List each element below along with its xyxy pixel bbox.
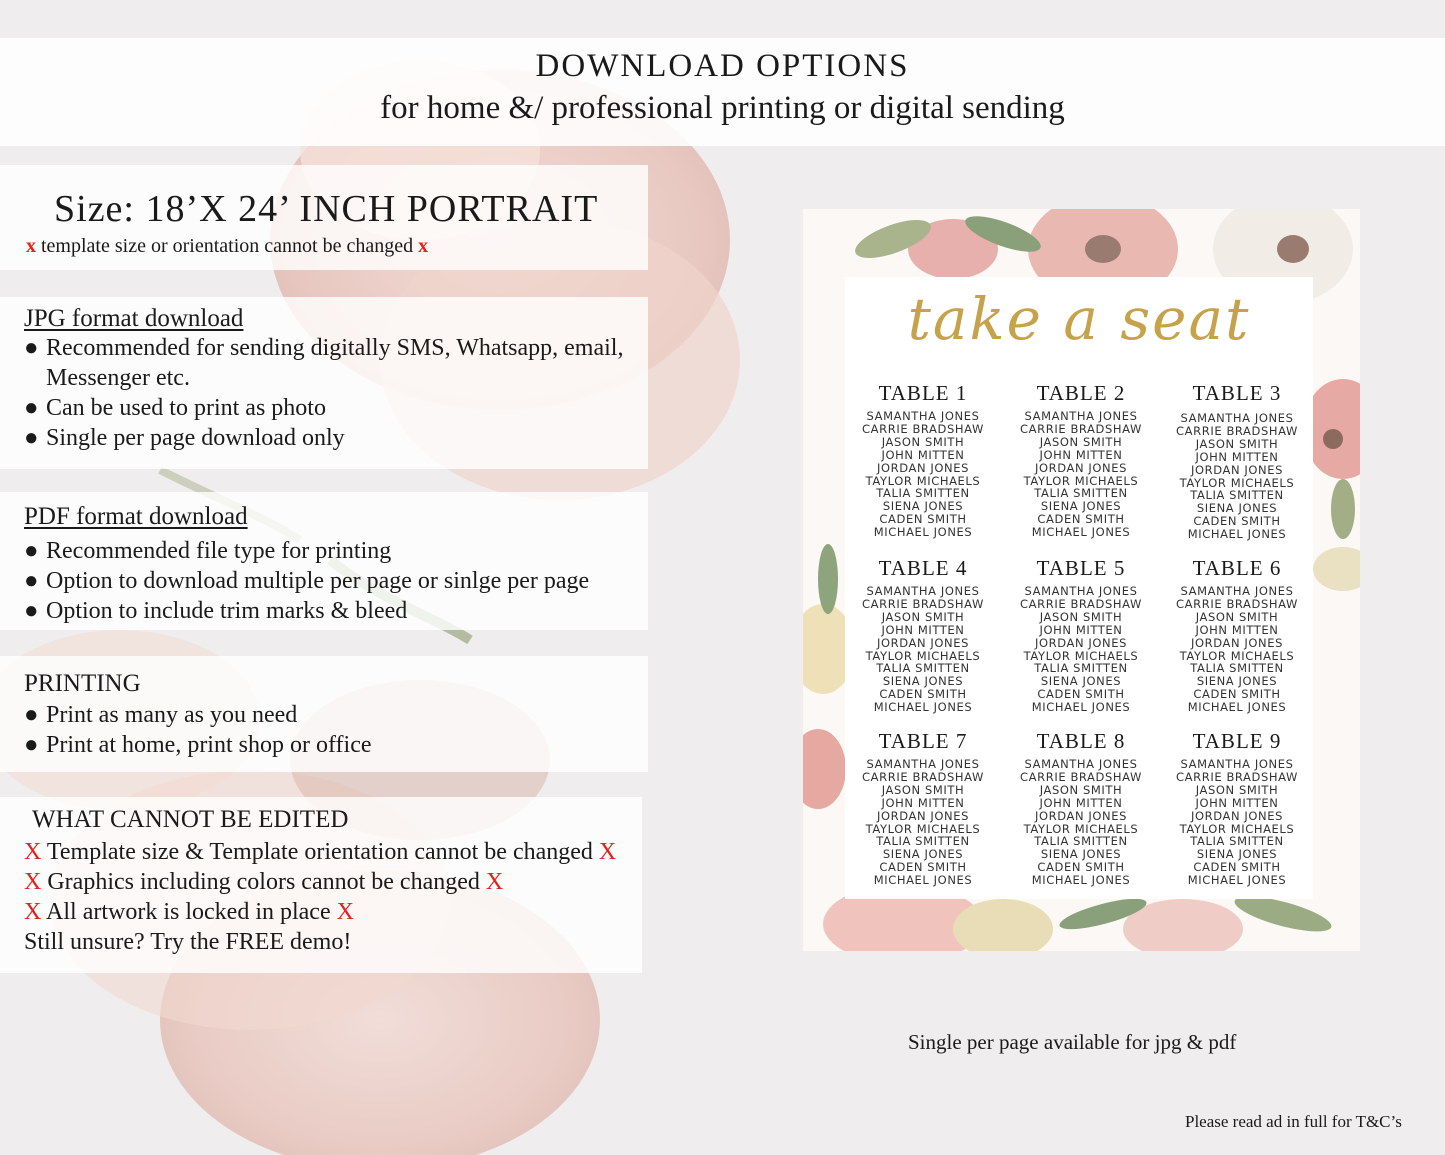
guest-name: JOHN MITTEN <box>1039 795 1123 810</box>
guest-name: CADEN SMITH <box>1193 860 1281 875</box>
guest-name: JORDAN JONES <box>876 808 970 823</box>
guest-name: SIENA JONES <box>882 499 964 514</box>
guest-name: MICHAEL JONES <box>1187 527 1287 542</box>
guest-name: MICHAEL JONES <box>873 873 973 888</box>
restriction-text: Template size & Template orientation cannot be changed <box>46 839 593 865</box>
bullet-icon: ● <box>24 568 39 594</box>
demo-note: Still unsure? Try the FREE demo! <box>24 929 352 955</box>
bullet-icon: ● <box>24 598 39 624</box>
guest-name: JORDAN JONES <box>876 635 970 650</box>
list-item <box>0 596 648 626</box>
list-item-text: Recommended for sending digitally SMS, Whatsapp, email, Messenger etc. <box>46 335 624 391</box>
guest-name: TALIA SMITTEN <box>1190 661 1284 676</box>
guest-name: TAYLOR MICHAELS <box>1023 648 1139 663</box>
pdf-list <box>0 536 648 626</box>
table-name: TABLE 5 <box>1036 556 1126 580</box>
guest-list <box>1003 410 1159 539</box>
guest-name: TALIA SMITTEN <box>876 834 970 849</box>
jpg-heading: JPG format download <box>24 305 244 332</box>
list-item <box>0 536 648 566</box>
printing-list <box>0 700 648 760</box>
guest-name: SAMANTHA JONES <box>866 409 980 423</box>
guest-name: JASON SMITH <box>881 782 965 797</box>
guest-name: MICHAEL JONES <box>1187 700 1287 715</box>
x-mark-icon: X <box>24 839 42 865</box>
guest-name: TALIA SMITTEN <box>1034 486 1128 501</box>
table-block <box>845 381 1001 539</box>
guest-name: TAYLOR MICHAELS <box>865 648 981 663</box>
list-item <box>0 700 648 730</box>
list-item <box>0 423 648 453</box>
guest-name: TALIA SMITTEN <box>1190 488 1284 503</box>
size-panel <box>0 165 648 270</box>
restriction-text: All artwork is locked in place <box>46 899 331 925</box>
guest-name: TALIA SMITTEN <box>1034 834 1128 849</box>
x-mark-icon: X <box>24 899 42 925</box>
guest-name: JASON SMITH <box>1195 609 1279 624</box>
guest-name: SIENA JONES <box>1196 501 1278 516</box>
guest-name: JOHN MITTEN <box>1195 795 1279 810</box>
guest-name: JASON SMITH <box>1195 436 1279 451</box>
list-item-text: Print as many as you need <box>46 702 298 728</box>
seating-chart-preview <box>803 209 1360 951</box>
size-title: Size: 18’X 24’ INCH PORTRAIT <box>54 188 599 230</box>
page-subtitle: for home &/ professional printing or digital sending <box>380 90 1065 126</box>
guest-name: JASON SMITH <box>881 609 965 624</box>
table-block <box>1003 556 1159 714</box>
jpg-panel <box>0 297 648 469</box>
guest-name: CARRIE BRADSHAW <box>862 596 984 611</box>
printing-heading: PRINTING <box>24 670 141 697</box>
guest-name: JORDAN JONES <box>1034 808 1128 823</box>
x-mark-icon: X <box>598 839 617 865</box>
guest-list <box>845 410 1001 539</box>
guest-name: SAMANTHA JONES <box>1180 584 1294 598</box>
guest-name: SAMANTHA JONES <box>1180 411 1294 425</box>
bullet-icon: ● <box>24 732 39 758</box>
table-block <box>1159 729 1315 887</box>
bullet-icon: ● <box>24 538 39 564</box>
guest-name: CARRIE BRADSHAW <box>1176 769 1298 784</box>
preview-caption: Single per page available for jpg & pdf <box>908 1030 1237 1054</box>
restriction-text: Graphics including colors cannot be changed <box>47 869 480 895</box>
guest-name: TAYLOR MICHAELS <box>1179 821 1295 836</box>
table-name: TABLE 2 <box>1036 381 1126 405</box>
guest-name: SAMANTHA JONES <box>866 584 980 598</box>
guest-name: JASON SMITH <box>1039 434 1123 449</box>
printing-panel <box>0 656 648 772</box>
guest-name: JASON SMITH <box>1195 782 1279 797</box>
guest-name: JOHN MITTEN <box>1039 447 1123 462</box>
pdf-panel <box>0 492 648 630</box>
table-block <box>845 556 1001 714</box>
guest-name: SAMANTHA JONES <box>1024 409 1138 423</box>
table-name: TABLE 1 <box>878 381 968 405</box>
jpg-list <box>0 333 648 453</box>
header-banner <box>0 38 1445 146</box>
page-title: DOWNLOAD OPTIONS <box>535 48 910 84</box>
guest-name: SIENA JONES <box>1040 674 1122 689</box>
guest-name: TAYLOR MICHAELS <box>1023 473 1139 488</box>
guest-name: TAYLOR MICHAELS <box>1023 821 1139 836</box>
guest-name: CARRIE BRADSHAW <box>1176 423 1298 438</box>
guest-list <box>845 585 1001 714</box>
guest-name: JOHN MITTEN <box>1195 449 1279 464</box>
bullet-icon: ● <box>24 425 39 451</box>
size-note <box>26 235 428 258</box>
x-mark-icon: x <box>418 235 429 257</box>
guest-name: SIENA JONES <box>882 674 964 689</box>
list-item-text: Option to download multiple per page or sinlge per page <box>46 568 590 594</box>
guest-name: CARRIE BRADSHAW <box>1020 769 1142 784</box>
guest-name: CARRIE BRADSHAW <box>1176 596 1298 611</box>
guest-name: SIENA JONES <box>1040 499 1122 514</box>
guest-name: JOHN MITTEN <box>1039 622 1123 637</box>
guest-name: JASON SMITH <box>881 434 965 449</box>
guest-list <box>1159 758 1315 887</box>
guest-name: CARRIE BRADSHAW <box>862 769 984 784</box>
guest-name: CADEN SMITH <box>1037 687 1125 702</box>
guest-name: MICHAEL JONES <box>1031 873 1131 888</box>
guest-name: JORDAN JONES <box>1034 460 1128 475</box>
guest-list <box>1159 585 1315 714</box>
list-item-text: Option to include trim marks & bleed <box>46 598 408 624</box>
guest-name: SIENA JONES <box>1040 847 1122 862</box>
guest-name: CADEN SMITH <box>879 512 967 527</box>
guest-name: SIENA JONES <box>1196 674 1278 689</box>
guest-name: CADEN SMITH <box>1037 860 1125 875</box>
guest-name: MICHAEL JONES <box>873 700 973 715</box>
table-name: TABLE 4 <box>878 556 968 580</box>
list-item <box>0 393 648 423</box>
guest-list <box>1003 585 1159 714</box>
restriction-line <box>24 897 644 927</box>
x-mark-icon: X <box>336 899 354 925</box>
guest-name: JORDAN JONES <box>1190 635 1284 650</box>
x-mark-icon: X <box>24 869 42 895</box>
list-item-text: Print at home, print shop or office <box>46 732 372 758</box>
table-block <box>1003 381 1159 539</box>
bullet-icon: ● <box>24 335 39 361</box>
guest-list <box>1159 412 1315 541</box>
guest-name: MICHAEL JONES <box>1031 700 1131 715</box>
guest-name: SAMANTHA JONES <box>1024 584 1138 598</box>
guest-name: JASON SMITH <box>1039 782 1123 797</box>
guest-name: SAMANTHA JONES <box>866 757 980 771</box>
guest-name: CARRIE BRADSHAW <box>1020 421 1142 436</box>
list-item-text: Recommended file type for printing <box>46 538 392 564</box>
guest-name: CARRIE BRADSHAW <box>862 421 984 436</box>
guest-name: SIENA JONES <box>882 847 964 862</box>
table-block <box>845 729 1001 887</box>
guest-name: TAYLOR MICHAELS <box>865 473 981 488</box>
table-block <box>1159 556 1315 714</box>
guest-name: SAMANTHA JONES <box>1024 757 1138 771</box>
guest-name: MICHAEL JONES <box>873 525 973 540</box>
x-mark-icon: x <box>26 235 36 257</box>
cannot-edit-heading: WHAT CANNOT BE EDITED <box>32 806 349 833</box>
guest-name: JOHN MITTEN <box>881 622 965 637</box>
list-item-text: Single per page download only <box>46 425 345 451</box>
table-block <box>1159 381 1315 541</box>
seating-chart-card <box>845 277 1313 899</box>
restriction-line <box>24 837 644 867</box>
guest-name: TALIA SMITTEN <box>876 661 970 676</box>
list-item-text: Can be used to print as photo <box>46 395 326 421</box>
table-name: TABLE 6 <box>1192 556 1282 580</box>
guest-name: CADEN SMITH <box>1037 512 1125 527</box>
guest-name: MICHAEL JONES <box>1031 525 1131 540</box>
guest-name: TAYLOR MICHAELS <box>865 821 981 836</box>
guest-name: CADEN SMITH <box>879 687 967 702</box>
table-block <box>1003 729 1159 887</box>
guest-name: TALIA SMITTEN <box>876 486 970 501</box>
guest-name: CADEN SMITH <box>1193 514 1281 529</box>
guest-name: JORDAN JONES <box>876 460 970 475</box>
guest-name: SAMANTHA JONES <box>1180 757 1294 771</box>
x-mark-icon: X <box>485 869 504 895</box>
guest-name: JORDAN JONES <box>1190 808 1284 823</box>
terms-footer: Please read ad in full for T&C’s <box>1185 1112 1402 1131</box>
table-name: TABLE 9 <box>1192 729 1282 753</box>
list-item <box>0 333 648 393</box>
size-note-text: template size or orientation cannot be changed <box>41 235 414 257</box>
guest-name: JORDAN JONES <box>1034 635 1128 650</box>
guest-name: CADEN SMITH <box>1193 687 1281 702</box>
guest-name: MICHAEL JONES <box>1187 873 1287 888</box>
table-name: TABLE 7 <box>878 729 968 753</box>
pdf-heading: PDF format download <box>24 503 248 530</box>
guest-name: CADEN SMITH <box>879 860 967 875</box>
table-name: TABLE 8 <box>1036 729 1126 753</box>
bullet-icon: ● <box>24 702 39 728</box>
guest-list <box>845 758 1001 887</box>
guest-name: JOHN MITTEN <box>1195 622 1279 637</box>
guest-name: SIENA JONES <box>1196 847 1278 862</box>
guest-list <box>1003 758 1159 887</box>
guest-name: JASON SMITH <box>1039 609 1123 624</box>
guest-name: TALIA SMITTEN <box>1034 661 1128 676</box>
guest-name: JOHN MITTEN <box>881 447 965 462</box>
cannot-edit-panel <box>0 797 642 973</box>
guest-name: CARRIE BRADSHAW <box>1020 596 1142 611</box>
guest-name: JORDAN JONES <box>1190 462 1284 477</box>
list-item <box>0 730 648 760</box>
guest-name: TAYLOR MICHAELS <box>1179 475 1295 490</box>
list-item <box>0 566 648 596</box>
table-name: TABLE 3 <box>1192 381 1282 405</box>
script-title: take a seat <box>907 285 1251 353</box>
guest-name: TAYLOR MICHAELS <box>1179 648 1295 663</box>
restriction-line <box>24 867 644 897</box>
guest-name: JOHN MITTEN <box>881 795 965 810</box>
guest-name: TALIA SMITTEN <box>1190 834 1284 849</box>
bullet-icon: ● <box>24 395 39 421</box>
